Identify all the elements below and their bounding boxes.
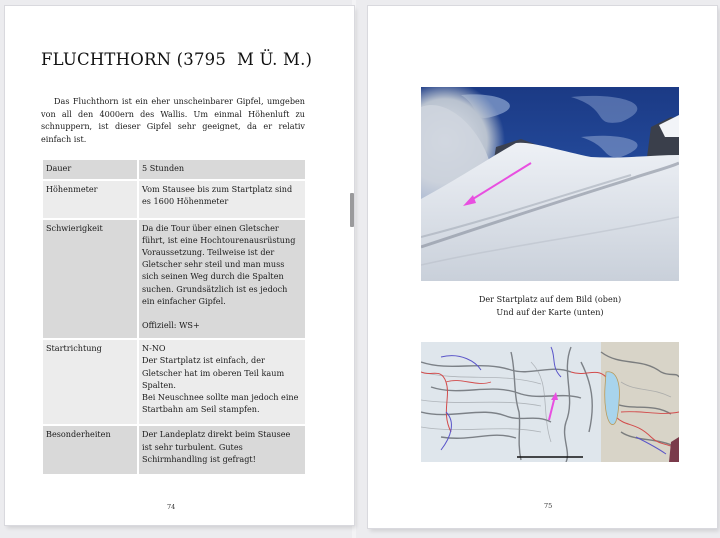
row-value-line: Da die Tour über einen Gletscher führt, ist eine Hochtourenausrüstung Voraussetzung. Teilweise ist der Gletscher sehr steil und man muss sich seinen Weg durch die Spalten suchen. Grundsätzlich ist es jedoch ein einfacher Gipfel. [142, 222, 296, 306]
table-row [43, 220, 305, 341]
table-row [43, 160, 305, 181]
row-key: Schwierigkeit [43, 220, 139, 341]
table-row [43, 181, 305, 219]
topographic-map [421, 342, 679, 462]
page-number: 74 [167, 503, 176, 511]
row-key: Dauer [43, 160, 139, 181]
row-value [139, 340, 305, 426]
page-right [368, 6, 717, 528]
row-key: Startrichtung [43, 340, 139, 426]
row-value [139, 220, 305, 341]
info-table [43, 160, 305, 476]
row-value-line: 5 Stunden [142, 163, 185, 173]
row-value-spacer [142, 307, 302, 319]
row-value-line: Offiziell: WS+ [142, 320, 200, 331]
row-value [139, 426, 305, 476]
row-value-line: Bei Neuschnee sollte man jedoch eine Startbahn am Seil stampfen. [142, 392, 299, 415]
table-row [43, 426, 305, 476]
page-number: 75 [544, 502, 553, 510]
row-value-line: Der Startplatz ist einfach, der Gletscher hat im oberen Teil kaum Spalten. [142, 355, 285, 390]
page-title: FLUCHTHORN (3795 M Ü. M.) [41, 50, 313, 69]
topographic-map-image [421, 342, 679, 462]
glacier-photo-image [421, 87, 679, 281]
row-key: Höhenmeter [43, 181, 139, 219]
row-value-line: N-NO [142, 343, 166, 354]
page-left [5, 6, 354, 525]
glacier-photo [421, 87, 679, 281]
lake-icon [605, 372, 620, 425]
table-row [43, 340, 305, 426]
row-value [139, 181, 305, 219]
row-value-line: Der Landeplatz direkt beim Stausee ist sehr turbulent. Gutes Schirmhandling ist gefragt! [142, 429, 291, 464]
row-value [139, 160, 305, 181]
caption-line: Und auf der Karte (unten) [496, 306, 604, 317]
scrollbar-thumb[interactable] [350, 193, 354, 227]
row-value-line: Vom Stausee bis zum Startplatz sind es 1600 Höhenmeter [142, 184, 293, 207]
figure-caption [421, 293, 679, 318]
intro-paragraph: Das Fluchthorn ist ein eher unscheinbarer Gipfel, umgeben von all den 4000ern des Wallis. Um einmal Höhenluft zu schnuppern, ist dieser Gipfel sehr geeignet, da er relativ einfach ist. [41, 96, 305, 144]
row-key: Besonderheiten [43, 426, 139, 476]
caption-line: Der Startplatz auf dem Bild (oben) [478, 294, 622, 304]
